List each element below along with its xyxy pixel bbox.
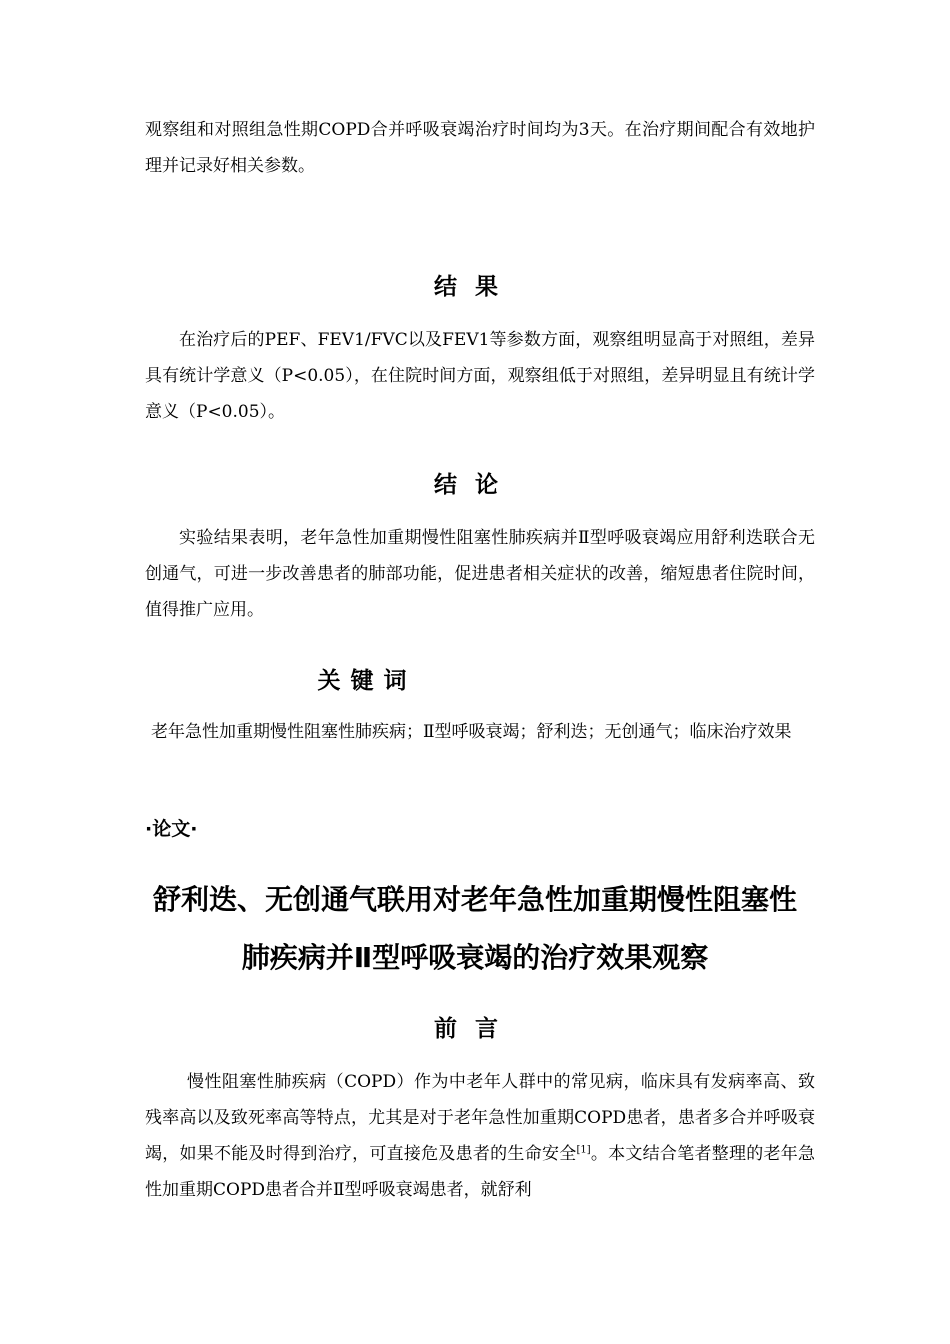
- preface-text-part-2: 。本文结合笔者整理的老年急性加重期COPD患者合并Ⅱ型呼吸衰竭患者，就舒利: [145, 1144, 816, 1200]
- results-paragraph: 在治疗后的PEF、FEV1/FVC以及FEV1等参数方面，观察组明显高于对照组，差异具有统计学意义（P<0.05），在住院时间方面，观察组低于对照组，差异明显且有统计学意义（P<0.05）。: [145, 330, 815, 422]
- citation-marker[interactable]: [1]: [576, 1144, 591, 1156]
- preface-text-part-1: 慢性阻塞性肺疾病（COPD）作为中老年人群中的常见病，临床具有发病率高、致残率高以及致死率高等特点，尤其是对于老年急性加重期COPD患者，患者多合并呼吸衰竭，如果不能及时得到治疗，可直接危及患者的生命安全: [145, 1072, 815, 1164]
- section-tag: ·论文·: [145, 818, 198, 840]
- paper-title-line-2: 肺疾病并Ⅱ型呼吸衰竭的治疗效果观察: [241, 941, 709, 974]
- paper-title-line-1: 舒利迭、无创通气联用对老年急性加重期慢性阻塞性: [152, 883, 797, 916]
- conclusion-paragraph: 实验结果表明，老年急性加重期慢性阻塞性肺疾病并Ⅱ型呼吸衰竭应用舒利迭联合无创通气，可进一步改善患者的肺部功能，促进患者相关症状的改善，缩短患者住院时间，值得推广应用。: [145, 528, 815, 620]
- results-heading: 结果: [434, 274, 516, 300]
- preface-heading: 前言: [434, 1016, 516, 1042]
- keywords-paragraph: 老年急性加重期慢性阻塞性肺疾病；Ⅱ型呼吸衰竭；舒利迭；无创通气；临床治疗效果: [151, 722, 792, 742]
- preface-paragraph: [145, 1064, 815, 1208]
- keywords-heading: 关键词: [317, 668, 417, 694]
- methods-tail-paragraph: 观察组和对照组急性期COPD合并呼吸衰竭治疗时间均为3天。在治疗期间配合有效地护理并记录好相关参数。: [145, 120, 815, 176]
- conclusion-heading: 结论: [434, 472, 516, 498]
